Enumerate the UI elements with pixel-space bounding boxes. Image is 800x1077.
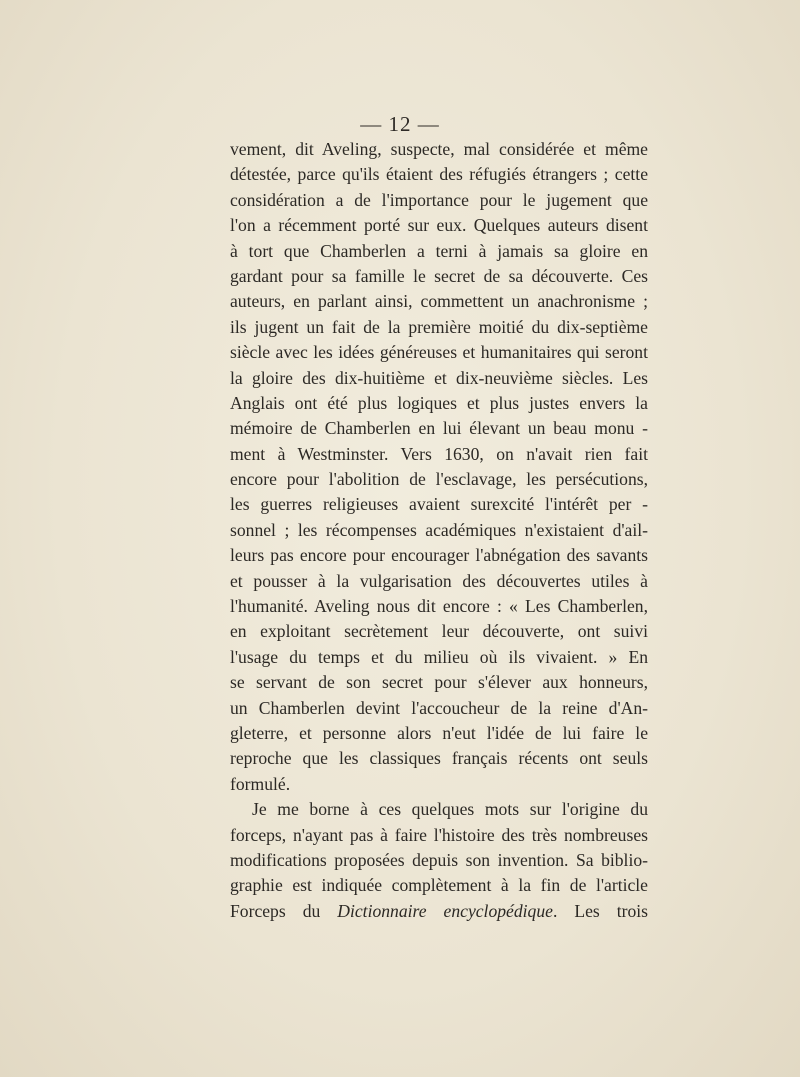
text-line: reproche que les classiques français récents ont seuls [230,748,648,769]
text-fragment: . Les trois [552,900,648,921]
text-line: l'humanité. Aveling nous dit encore : « Les Chamberlen, [230,596,648,617]
page-number: — 12 — [360,112,440,136]
text-line: détestée, parce qu'ils étaient des réfugiés étrangers ; cette [230,164,648,185]
text-line: en exploitant secrètement leur découverte, ont suivi [230,621,648,642]
text-line: considération a de l'importance pour le jugement que [230,189,648,210]
text-line: modifications proposées depuis son invention. Sa biblio- [230,849,648,870]
text-line: mémoire de Chamberlen en lui élevant un beau monu - [230,418,648,439]
text-line: la gloire des dix-huitième et dix-neuvième siècles. Les [230,367,648,388]
text-line: l'usage du temps et du milieu où ils vivaient. » En [230,646,648,667]
text-line: l'on a récemment porté sur eux. Quelques auteurs disent [230,215,648,236]
text-line: encore pour l'abolition de l'esclavage, les persécutions, [230,469,648,490]
text-line: Je me borne à ces quelques mots sur l'origine du [252,799,648,820]
text-line: et pousser à la vulgarisation des découvertes utiles à [230,570,648,591]
italic-title: Dictionnaire encyclopédique [337,900,553,921]
text-line: graphie est indiquée complètement à la fin de l'article [230,875,648,896]
text-line: les guerres religieuses avaient surexcité l'intérêt per - [230,494,648,515]
text-line: forceps, n'ayant pas à faire l'histoire des très nombreuses [230,824,648,845]
text-line: auteurs, en parlant ainsi, commettent un anachronisme ; [230,291,648,312]
text-line: vement, dit Aveling, suspecte, mal considérée et même [230,139,648,159]
text-line [230,899,648,924]
text-line: formulé. [230,773,291,794]
text-line: siècle avec les idées généreuses et humanitaires qui seront [230,342,648,363]
text-line: à tort que Chamberlen a terni à jamais sa gloire en [230,240,648,261]
text-line: Anglais ont été plus logiques et plus justes envers la [230,392,648,413]
text-line: ils jugent un fait de la première moitié du dix-septième [230,316,648,337]
text-line: sonnel ; les récompenses académiques n'existaient d'ail- [230,519,648,540]
text-line: se servant de son secret pour s'élever aux honneurs, [230,672,648,693]
text-fragment: Forceps du [230,900,338,921]
text-line: ment à Westminster. Vers 1630, on n'avait rien fait [230,443,648,464]
text-line: leurs pas encore pour encourager l'abnégation des savants [230,545,648,566]
body-text [230,137,648,924]
text-line: gardant pour sa famille le secret de sa découverte. Ces [230,265,648,286]
text-line: gleterre, et personne alors n'eut l'idée de lui faire le [230,722,648,743]
text-line: un Chamberlen devint l'accoucheur de la reine d'An- [230,697,648,718]
